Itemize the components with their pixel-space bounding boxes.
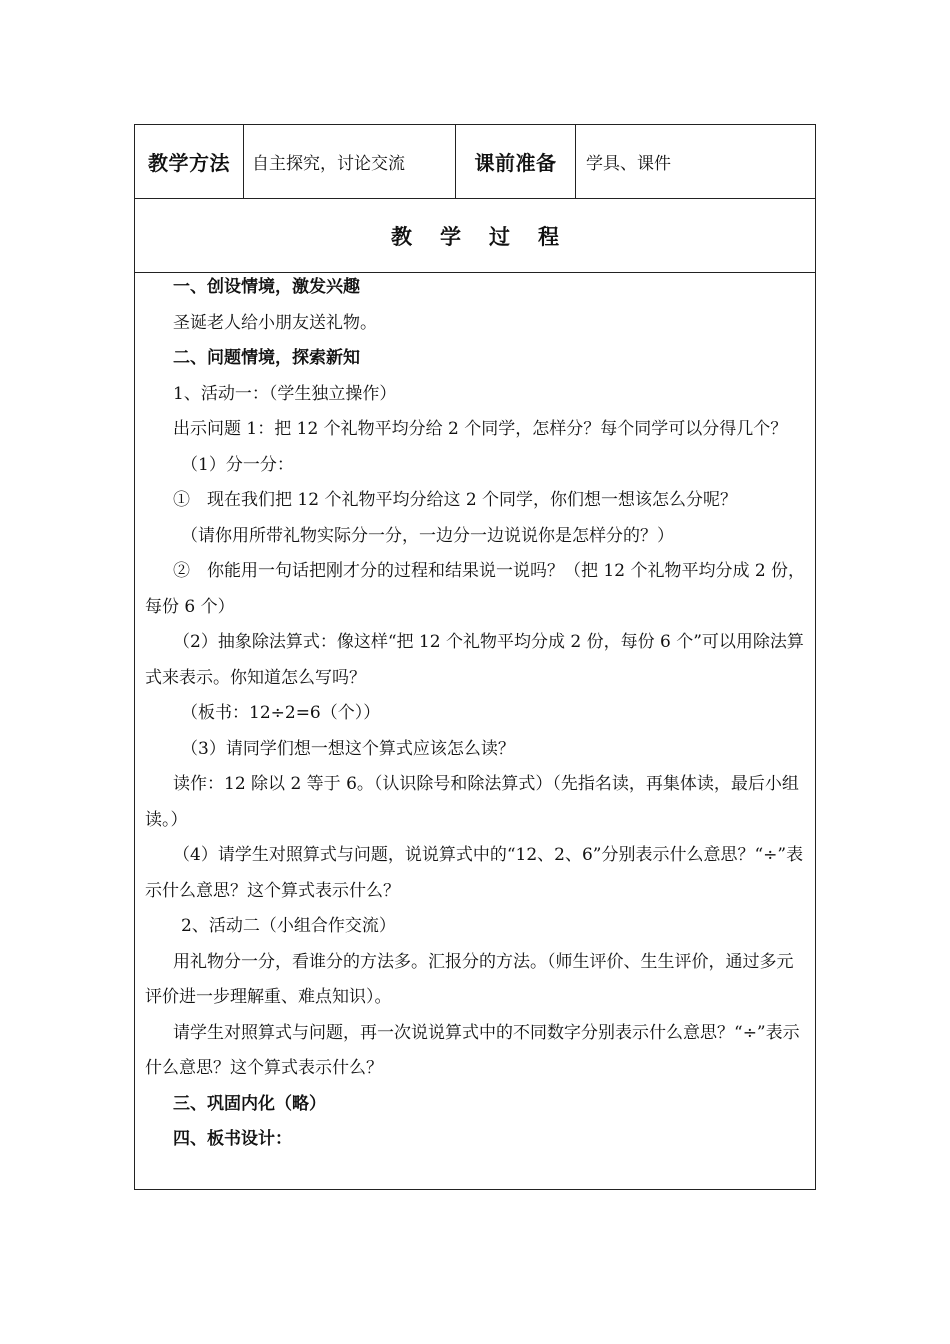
heading-2: 二、问题情境，探索新知 (173, 348, 360, 368)
paragraph: ② 你能用一句话把刚才分的过程和结果说一说吗？（把 12 个礼物平均分成 2 份，每份 6 个） (145, 561, 806, 617)
paragraph: 读作：12 除以 2 等于 6。（认识除号和除法算式）（先指名读，再集体读，最后小组读。） (145, 774, 799, 830)
paragraph: （4）请学生对照算式与问题，说说算式中的“12、2、6”分别表示什么意思？“÷”表示什么意思？这个算式表示什么？ (145, 845, 804, 901)
paragraph: （请你用所带礼物实际分一分，一边分一边说说你是怎样分的？） (181, 525, 674, 546)
heading-4: 四、板书设计： (173, 1129, 292, 1149)
paragraph: 用礼物分一分，看谁分的方法多。汇报分的方法。（师生评价、生生评价，通过多元评价进一步理解重、难点知识）。 (145, 951, 794, 1007)
paragraph: 圣诞老人给小朋友送礼物。 (173, 312, 377, 333)
heading-1: 一、创设情境，激发兴趣 (173, 277, 360, 297)
method-value-cell (244, 125, 456, 198)
paragraph: 出示问题 1：把 12 个礼物平均分给 2 个同学，怎样分？每个同学可以分得几个？ (173, 419, 788, 439)
paragraph: 请学生对照算式与问题，再一次说说算式中的不同数字分别表示什么意思？“÷”表示什么意思？这个算式表示什么？ (145, 1022, 800, 1078)
prep-label-cell (456, 125, 576, 198)
header-row (135, 125, 815, 199)
heading-3: 三、巩固内化（略） (173, 1093, 326, 1114)
method-label-cell (135, 125, 244, 198)
prep-value-cell (576, 125, 815, 198)
section-title: 教学过程 (391, 224, 587, 249)
lesson-plan-table (134, 124, 816, 1190)
prep-value: 学具、课件 (586, 154, 671, 174)
lesson-content (135, 273, 815, 1158)
paragraph: 2、活动二（小组合作交流） (181, 916, 396, 936)
paragraph: ① 现在我们把 12 个礼物平均分给这 2 个同学，你们想一想该怎么分呢？ (173, 490, 738, 510)
method-label: 教学方法 (148, 151, 230, 175)
section-title-row (135, 199, 815, 273)
paragraph: （3）请同学们想一想这个算式应该怎么读？ (181, 738, 515, 759)
paragraph: （1）分一分： (181, 454, 294, 475)
paragraph: （2）抽象除法算式：像这样“把 12 个礼物平均分成 2 份，每份 6 个”可以用除法算式来表示。你知道怎么写吗？ (145, 632, 804, 688)
prep-label: 课前准备 (474, 151, 557, 175)
method-value: 自主探究，讨论交流 (252, 154, 405, 174)
paragraph: 1、活动一：（学生独立操作） (173, 383, 397, 404)
paragraph: （板书：12÷2=6（个）） (181, 703, 381, 723)
